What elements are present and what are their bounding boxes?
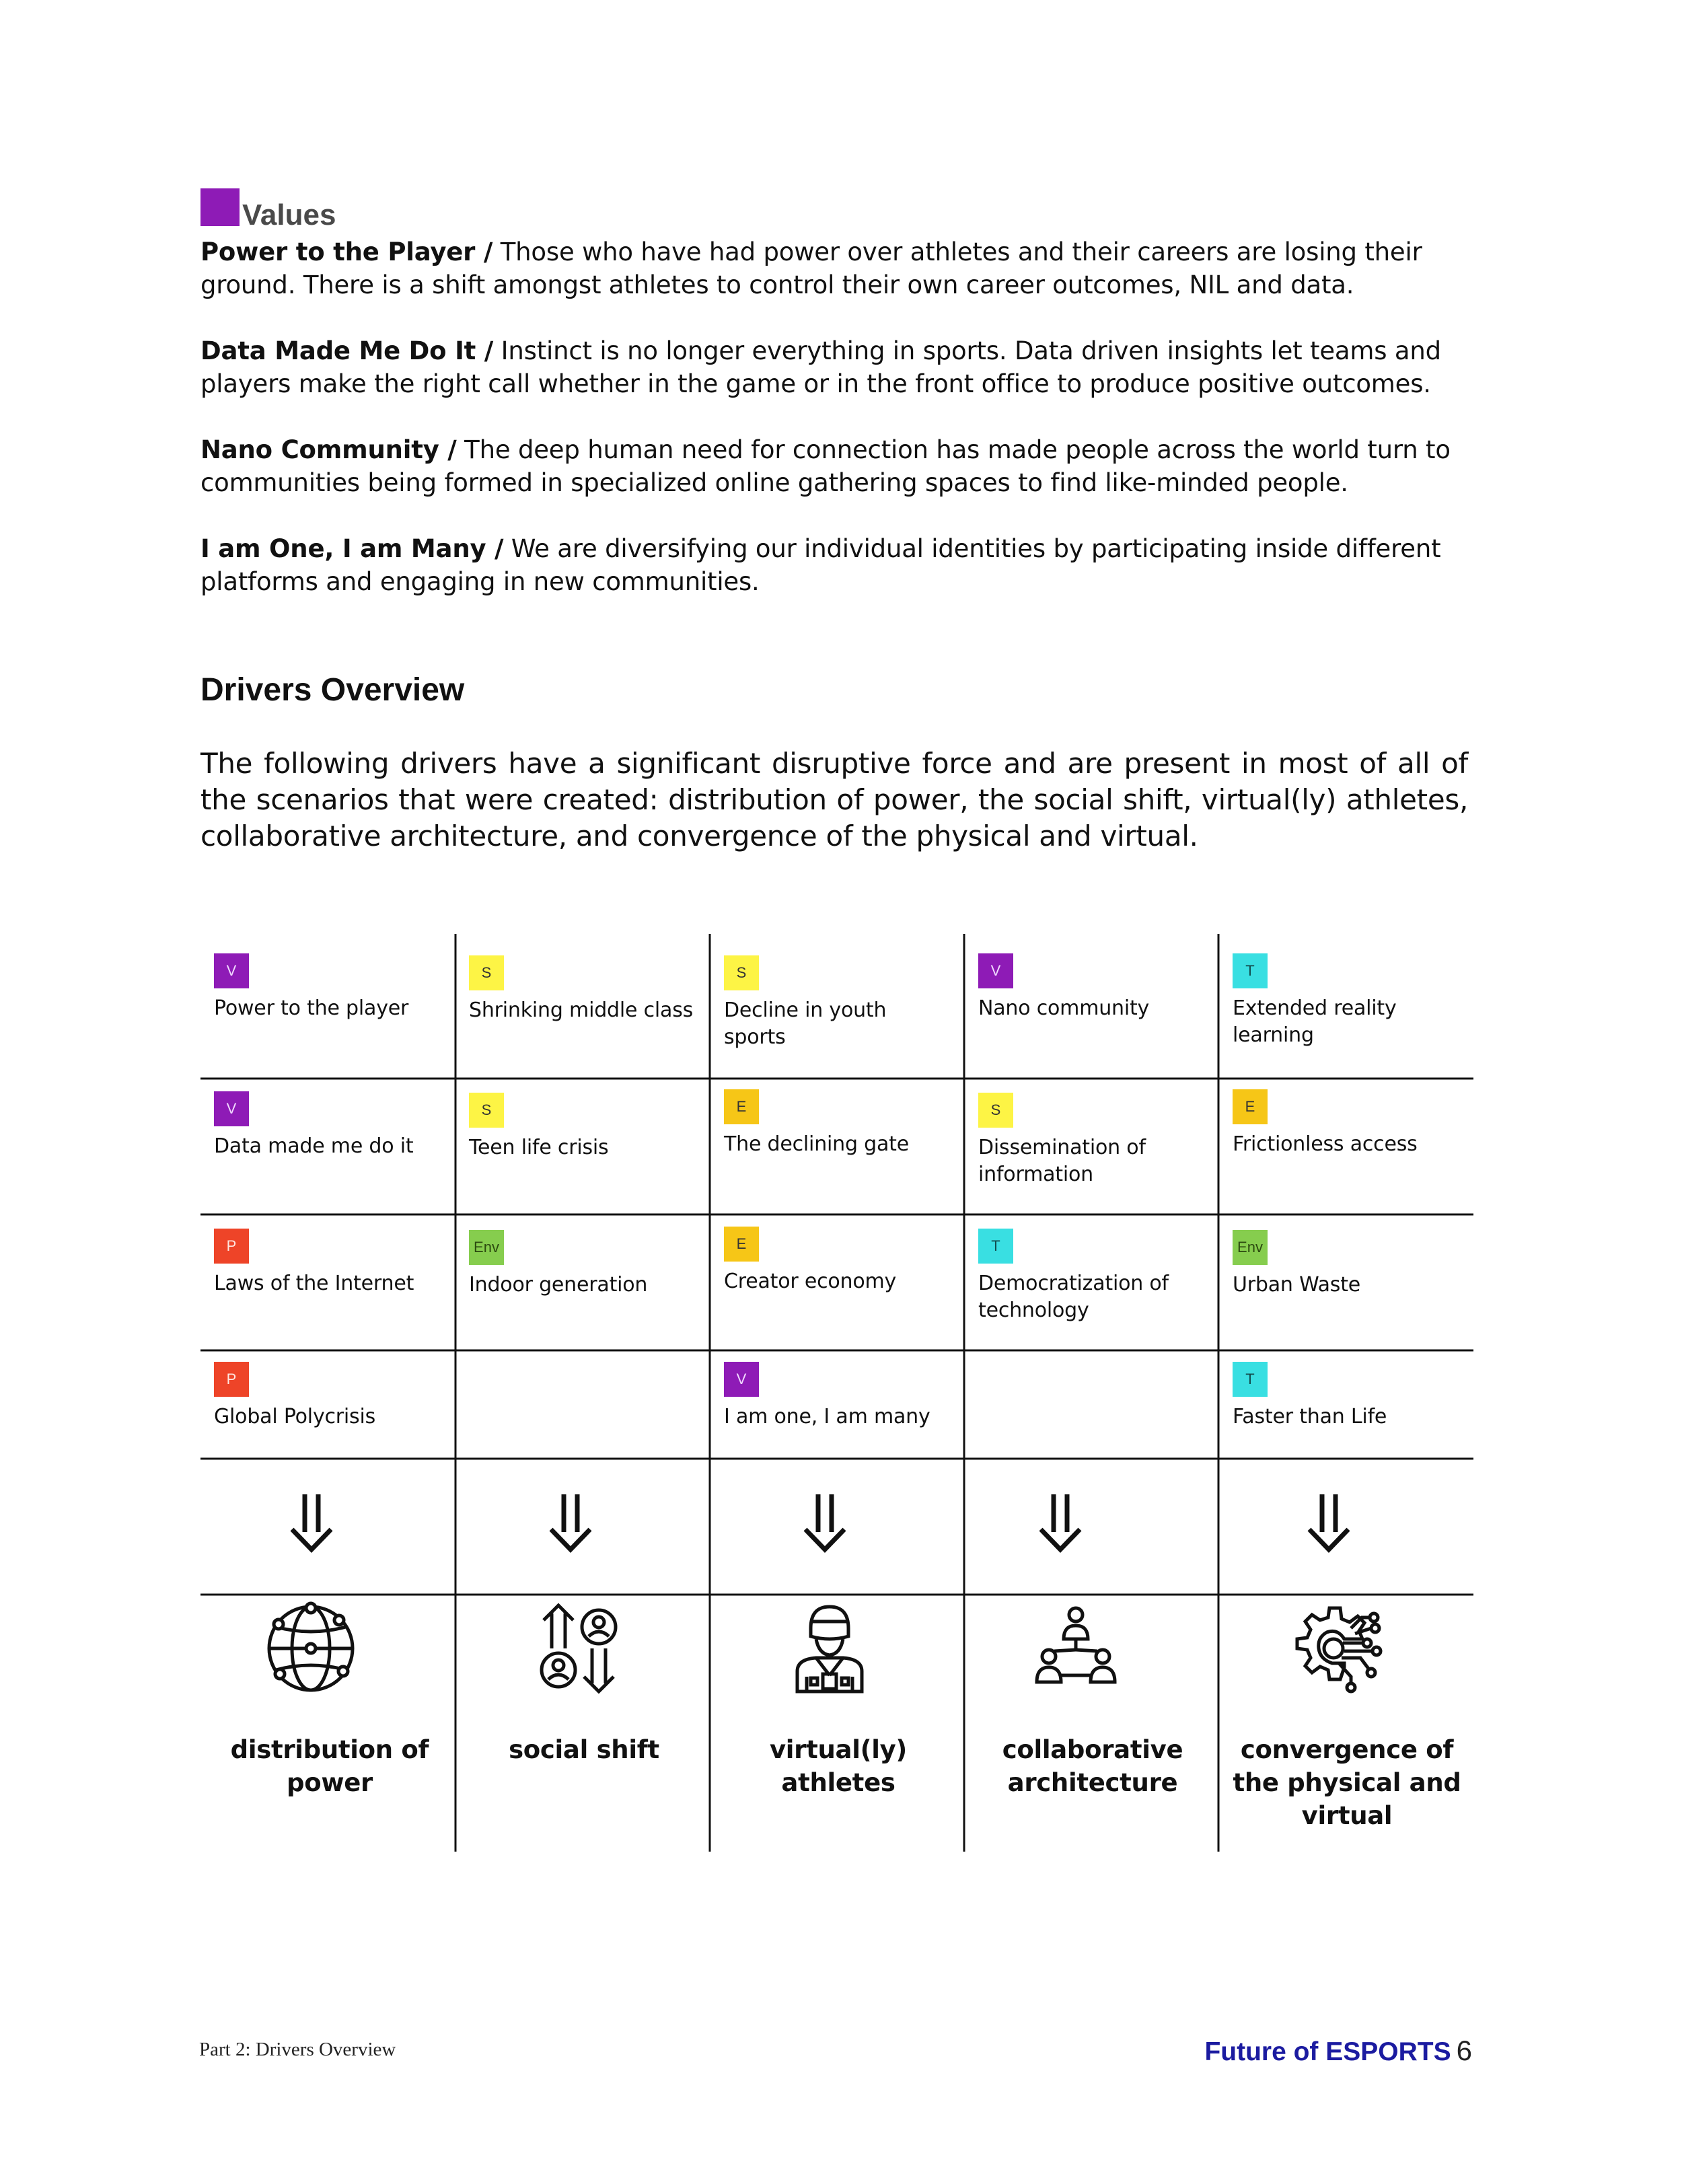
footer-brand-block — [1204, 2035, 1472, 2067]
driver-cell — [469, 955, 698, 1024]
driver-cell — [978, 1093, 1207, 1188]
driver-cell — [469, 1093, 698, 1161]
double-down-arrow-icon — [540, 1490, 601, 1558]
value-text: We are diversifying our individual identities by participating inside different platforms and engaging in new communities. — [200, 534, 1441, 596]
outcome-label: collaborative architecture — [1002, 1735, 1183, 1797]
values-heading — [200, 188, 336, 231]
footer-section: Part 2: Drivers Overview — [199, 2039, 396, 2060]
driver-label: Global Polycrisis — [214, 1405, 376, 1428]
driver-label: The declining gate — [724, 1132, 909, 1156]
value-text: Instinct is no longer everything in sports. Data driven insights let teams and players make the right call whether in the game or in the front office to produce positive outcomes. — [200, 336, 1441, 398]
values-title: Values — [242, 198, 336, 231]
value-item — [200, 532, 1479, 598]
double-down-arrow-icon — [281, 1490, 342, 1558]
value-item — [200, 235, 1479, 301]
outcome-label: social shift — [509, 1735, 659, 1764]
driver-cell — [1233, 1362, 1461, 1430]
category-tag: V — [214, 953, 249, 988]
category-tag: P — [214, 1362, 249, 1397]
driver-cell — [978, 1229, 1207, 1324]
outcome-label: virtual(ly) athletes — [769, 1735, 908, 1797]
category-tag: E — [724, 1089, 759, 1124]
category-tag: S — [469, 1093, 504, 1128]
double-down-arrow-icon — [795, 1490, 855, 1558]
driver-cell — [1233, 1089, 1461, 1158]
driver-cell — [1233, 953, 1461, 1049]
gear-circuit-icon — [1290, 1601, 1385, 1696]
drivers-intro: The following drivers have a significant disruptive force and are present in most of all of the scenarios that were created: distribution of power, the social shift, virtual(ly) athletes, collaborative architecture, and convergence of the physical and virtual. — [200, 747, 1468, 852]
driver-cell — [1233, 1230, 1461, 1299]
category-tag: V — [724, 1362, 759, 1397]
driver-cell — [214, 1229, 443, 1297]
driver-label: Creator economy — [724, 1270, 897, 1293]
outcome-label: distribution of power — [230, 1735, 429, 1797]
values-list — [200, 235, 1479, 631]
value-item — [200, 433, 1479, 499]
page-number: 6 — [1456, 2035, 1472, 2066]
driver-cell — [214, 953, 443, 1022]
hierarchy-icon — [1029, 1601, 1123, 1696]
category-tag: P — [214, 1229, 249, 1264]
driver-label: Decline in youth sports — [724, 998, 887, 1049]
category-tag: Env — [1233, 1230, 1268, 1265]
driver-cell — [214, 1362, 443, 1430]
value-text: Those who have had power over athletes and their careers are losing their ground. There is a shift amongst athletes to control their own career outcomes, NIL and data. — [200, 238, 1422, 299]
drivers-title: Drivers Overview — [200, 672, 465, 708]
driver-cell — [978, 953, 1207, 1022]
driver-label: Dissemination of information — [978, 1136, 1146, 1186]
driver-label: Power to the player — [214, 996, 409, 1020]
driver-label: Indoor generation — [469, 1273, 648, 1297]
category-tag: Env — [469, 1230, 504, 1265]
category-tag: V — [214, 1091, 249, 1126]
value-item — [200, 334, 1479, 400]
driver-cell — [469, 1230, 698, 1299]
driver-label: Frictionless access — [1233, 1132, 1418, 1156]
category-tag: S — [724, 955, 759, 990]
driver-cell — [724, 1227, 953, 1295]
driver-cell — [724, 1089, 953, 1158]
driver-label: Nano community — [978, 996, 1150, 1020]
footer-brand: Future of ESPORTS — [1204, 2037, 1451, 2066]
social-exchange-icon — [532, 1601, 626, 1696]
driver-cell — [214, 1091, 443, 1160]
values-color-square — [200, 188, 240, 226]
driver-label: Data made me do it — [214, 1134, 414, 1158]
category-tag: E — [724, 1227, 759, 1262]
value-term: Nano Community / — [200, 435, 457, 464]
value-term: Data Made Me Do It / — [200, 336, 494, 365]
category-tag: T — [978, 1229, 1013, 1264]
category-tag: E — [1233, 1089, 1268, 1124]
double-down-arrow-icon — [1299, 1490, 1359, 1558]
driver-cell — [724, 1362, 953, 1430]
driver-label: Teen life crisis — [469, 1136, 609, 1159]
category-tag: V — [978, 953, 1013, 988]
driver-label: Extended reality learning — [1233, 996, 1397, 1047]
driver-cell — [724, 955, 953, 1051]
value-text: The deep human need for connection has made people across the world turn to communities being formed in specialized online gathering spaces to find like-minded people. — [200, 435, 1451, 497]
category-tag: T — [1233, 953, 1268, 988]
category-tag: T — [1233, 1362, 1268, 1397]
category-tag: S — [469, 955, 504, 990]
driver-label: Democratization of technology — [978, 1272, 1169, 1322]
globe-network-icon — [264, 1601, 358, 1696]
driver-label: I am one, I am many — [724, 1405, 930, 1428]
driver-label: Urban Waste — [1233, 1273, 1361, 1297]
driver-label: Laws of the Internet — [214, 1272, 414, 1295]
double-down-arrow-icon — [1030, 1490, 1091, 1558]
category-tag: S — [978, 1093, 1013, 1128]
athlete-icon — [782, 1601, 877, 1696]
value-term: Power to the Player / — [200, 238, 493, 266]
driver-label: Shrinking middle class — [469, 998, 694, 1022]
value-term: I am One, I am Many / — [200, 534, 504, 563]
driver-label: Faster than Life — [1233, 1405, 1387, 1428]
outcome-label: convergence of the physical and virtual — [1233, 1735, 1461, 1830]
